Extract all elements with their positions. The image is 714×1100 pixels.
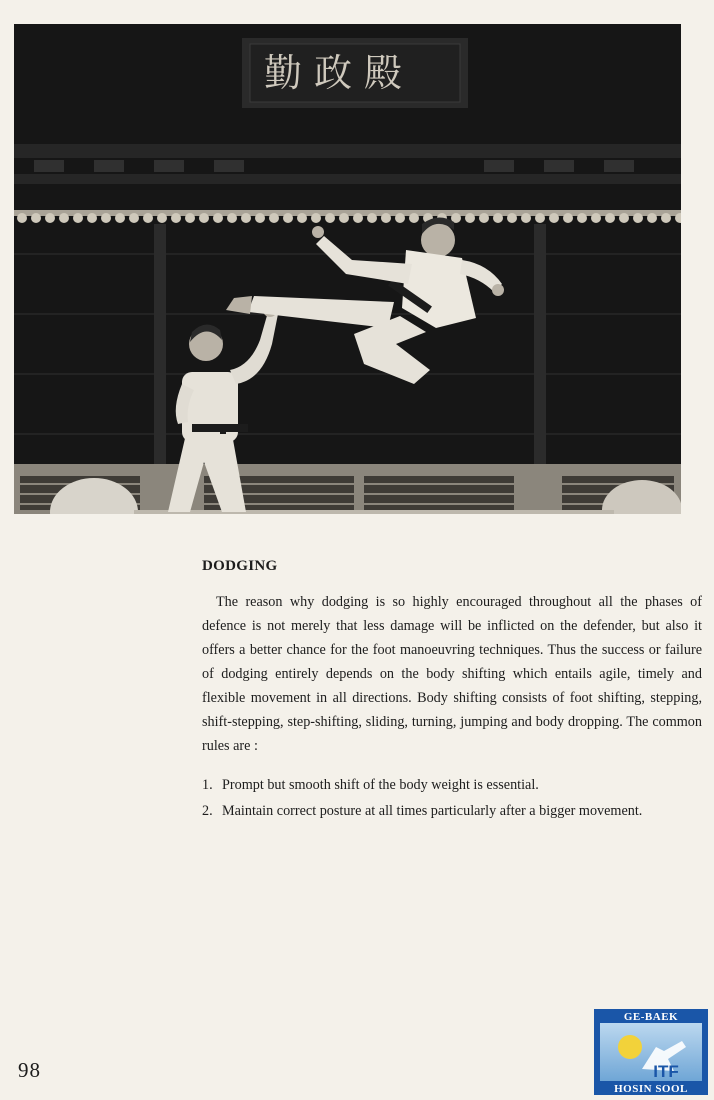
rule-text: Prompt but smooth shift of the body weight is essential.	[222, 777, 539, 793]
photograph	[14, 24, 681, 514]
logo-top-text: GE-BAEK	[623, 1011, 679, 1023]
ge-baek-itf-logo	[592, 1007, 710, 1097]
list-item	[202, 773, 702, 797]
body-paragraph: The reason why dodging is so highly encouraged throughout all the phases of defence is not merely that less damage will be inflicted on the defender, but also it offers a better chance for the foot manoeuvring techniques. Thus the success or failure of dodging entirely depends on the body shifting which entails agile, timely and flexible movement in all directions. Body shifting consists of foot shifting, stepping, shift-stepping, step-shifting, sliding, turning, jumping and body dropping. The common rules are :	[202, 594, 702, 754]
page-number: 98	[18, 1058, 41, 1082]
rule-text: Maintain correct posture at all times particularly after a bigger movement.	[222, 803, 643, 819]
jump-kick-photo	[14, 24, 681, 514]
rule-number: 2.	[202, 803, 213, 819]
section-heading: DODGING	[202, 558, 278, 574]
rules-list	[202, 773, 702, 825]
list-item	[202, 799, 702, 823]
rule-number: 1.	[202, 777, 213, 793]
sun-icon	[618, 1035, 642, 1059]
logo-middle-text: ITF	[653, 1062, 679, 1081]
logo-bottom-text: HOSIN SOOL	[614, 1083, 688, 1095]
signboard-text: 勤政殿	[264, 51, 415, 95]
